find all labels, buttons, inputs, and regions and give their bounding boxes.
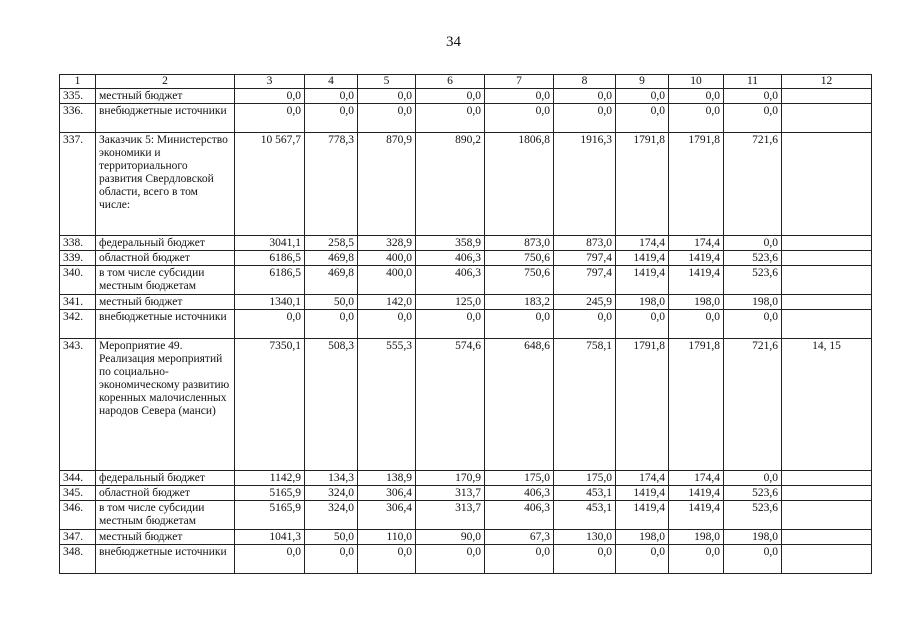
row-number-cell: 346.: [60, 501, 96, 530]
table-row: [60, 501, 872, 530]
value-cell: 358,9: [416, 236, 485, 251]
value-cell: 797,4: [554, 251, 616, 266]
notes-cell: [782, 251, 872, 266]
value-cell: 0,0: [305, 310, 358, 339]
value-cell: 7350,1: [235, 339, 305, 471]
value-cell: 453,1: [554, 486, 616, 501]
value-cell: 170,9: [416, 471, 485, 486]
value-cell: 0,0: [358, 545, 416, 574]
table-row: [60, 133, 872, 236]
table-row: [60, 266, 872, 295]
value-cell: 0,0: [554, 310, 616, 339]
row-name-cell: внебюджетные источники: [96, 310, 235, 339]
row-number-cell: 340.: [60, 266, 96, 295]
value-cell: 198,0: [724, 530, 782, 545]
column-header: 10: [669, 75, 724, 89]
value-cell: 406,3: [416, 266, 485, 295]
value-cell: 50,0: [305, 530, 358, 545]
row-number-cell: 348.: [60, 545, 96, 574]
value-cell: 0,0: [724, 236, 782, 251]
value-cell: 5165,9: [235, 501, 305, 530]
value-cell: 555,3: [358, 339, 416, 471]
table-row: [60, 251, 872, 266]
value-cell: 574,6: [416, 339, 485, 471]
value-cell: 138,9: [358, 471, 416, 486]
notes-cell: [782, 471, 872, 486]
value-cell: 406,3: [485, 486, 554, 501]
value-cell: 0,0: [235, 545, 305, 574]
row-name-cell: Заказчик 5: Министерство экономики и территориального развития Свердловской области, всего в том числе:: [96, 133, 235, 236]
value-cell: 1806,8: [485, 133, 554, 236]
value-cell: 198,0: [669, 530, 724, 545]
value-cell: 324,0: [305, 501, 358, 530]
value-cell: 0,0: [554, 89, 616, 104]
row-name-cell: в том числе субсидии местным бюджетам: [96, 266, 235, 295]
column-header: 6: [416, 75, 485, 89]
value-cell: 174,4: [669, 471, 724, 486]
value-cell: 0,0: [724, 104, 782, 133]
notes-cell: [782, 545, 872, 574]
row-name-cell: областной бюджет: [96, 486, 235, 501]
row-number-cell: 339.: [60, 251, 96, 266]
row-name-cell: федеральный бюджет: [96, 471, 235, 486]
row-name-cell: местный бюджет: [96, 89, 235, 104]
value-cell: 50,0: [305, 295, 358, 310]
column-header: 2: [96, 75, 235, 89]
notes-cell: [782, 295, 872, 310]
notes-cell: [782, 310, 872, 339]
value-cell: 0,0: [554, 545, 616, 574]
value-cell: 313,7: [416, 501, 485, 530]
value-cell: 870,9: [358, 133, 416, 236]
value-cell: 0,0: [669, 310, 724, 339]
value-cell: 1419,4: [669, 501, 724, 530]
value-cell: 1791,8: [669, 133, 724, 236]
value-cell: 469,8: [305, 251, 358, 266]
notes-cell: [782, 104, 872, 133]
header-row: [60, 75, 872, 89]
value-cell: 0,0: [416, 104, 485, 133]
value-cell: 10 567,7: [235, 133, 305, 236]
value-cell: 0,0: [485, 104, 554, 133]
value-cell: 1419,4: [669, 266, 724, 295]
value-cell: 1419,4: [616, 266, 669, 295]
value-cell: 0,0: [235, 310, 305, 339]
table-row: [60, 310, 872, 339]
value-cell: 110,0: [358, 530, 416, 545]
value-cell: 0,0: [305, 104, 358, 133]
value-cell: 183,2: [485, 295, 554, 310]
row-name-cell: внебюджетные источники: [96, 104, 235, 133]
value-cell: 469,8: [305, 266, 358, 295]
value-cell: 0,0: [416, 545, 485, 574]
value-cell: 6186,5: [235, 266, 305, 295]
value-cell: 406,3: [416, 251, 485, 266]
row-name-cell: в том числе субсидии местным бюджетам: [96, 501, 235, 530]
column-header: 8: [554, 75, 616, 89]
value-cell: 1791,8: [616, 133, 669, 236]
row-number-cell: 335.: [60, 89, 96, 104]
table-row: [60, 236, 872, 251]
value-cell: 174,4: [616, 471, 669, 486]
value-cell: 721,6: [724, 339, 782, 471]
value-cell: 0,0: [416, 89, 485, 104]
value-cell: 313,7: [416, 486, 485, 501]
row-number-cell: 338.: [60, 236, 96, 251]
value-cell: 1419,4: [669, 251, 724, 266]
value-cell: 0,0: [616, 89, 669, 104]
table-row: [60, 486, 872, 501]
value-cell: 1916,3: [554, 133, 616, 236]
value-cell: 258,5: [305, 236, 358, 251]
value-cell: 1791,8: [669, 339, 724, 471]
value-cell: 134,3: [305, 471, 358, 486]
value-cell: 0,0: [358, 310, 416, 339]
table-row: [60, 545, 872, 574]
value-cell: 245,9: [554, 295, 616, 310]
notes-cell: [782, 501, 872, 530]
column-header: 9: [616, 75, 669, 89]
column-header: 1: [60, 75, 96, 89]
row-name-cell: Мероприятие 49. Реализация мероприятий по социально-экономическому развитию коренных малочисленных народов Севера (манси): [96, 339, 235, 471]
table-row: [60, 471, 872, 486]
value-cell: 67,3: [485, 530, 554, 545]
column-header: 12: [782, 75, 872, 89]
row-name-cell: областной бюджет: [96, 251, 235, 266]
value-cell: 523,6: [724, 501, 782, 530]
value-cell: 1419,4: [616, 501, 669, 530]
value-cell: 198,0: [724, 295, 782, 310]
row-name-cell: федеральный бюджет: [96, 236, 235, 251]
value-cell: 1340,1: [235, 295, 305, 310]
row-number-cell: 342.: [60, 310, 96, 339]
value-cell: 0,0: [485, 89, 554, 104]
value-cell: 198,0: [669, 295, 724, 310]
value-cell: 306,4: [358, 501, 416, 530]
value-cell: 6186,5: [235, 251, 305, 266]
value-cell: 0,0: [416, 310, 485, 339]
value-cell: 890,2: [416, 133, 485, 236]
value-cell: 0,0: [485, 545, 554, 574]
notes-cell: [782, 89, 872, 104]
value-cell: 0,0: [616, 545, 669, 574]
value-cell: 0,0: [485, 310, 554, 339]
table-body: [60, 89, 872, 574]
table-row: [60, 89, 872, 104]
value-cell: 0,0: [235, 104, 305, 133]
value-cell: 0,0: [616, 104, 669, 133]
row-name-cell: местный бюджет: [96, 530, 235, 545]
value-cell: 0,0: [616, 310, 669, 339]
value-cell: 324,0: [305, 486, 358, 501]
value-cell: 142,0: [358, 295, 416, 310]
row-number-cell: 343.: [60, 339, 96, 471]
value-cell: 0,0: [724, 310, 782, 339]
value-cell: 5165,9: [235, 486, 305, 501]
value-cell: 0,0: [358, 89, 416, 104]
row-number-cell: 345.: [60, 486, 96, 501]
value-cell: 453,1: [554, 501, 616, 530]
value-cell: 0,0: [724, 545, 782, 574]
value-cell: 1142,9: [235, 471, 305, 486]
value-cell: 400,0: [358, 266, 416, 295]
notes-cell: [782, 266, 872, 295]
value-cell: 174,4: [669, 236, 724, 251]
value-cell: 174,4: [616, 236, 669, 251]
notes-cell: [782, 486, 872, 501]
value-cell: 125,0: [416, 295, 485, 310]
value-cell: 0,0: [669, 89, 724, 104]
notes-cell: 14, 15: [782, 339, 872, 471]
column-header: 3: [235, 75, 305, 89]
value-cell: 523,6: [724, 486, 782, 501]
value-cell: 721,6: [724, 133, 782, 236]
table-row: [60, 530, 872, 545]
value-cell: 0,0: [554, 104, 616, 133]
value-cell: 0,0: [305, 545, 358, 574]
notes-cell: [782, 530, 872, 545]
row-number-cell: 344.: [60, 471, 96, 486]
value-cell: 1419,4: [616, 251, 669, 266]
value-cell: 750,6: [485, 266, 554, 295]
value-cell: 758,1: [554, 339, 616, 471]
value-cell: 0,0: [724, 89, 782, 104]
value-cell: 406,3: [485, 501, 554, 530]
row-number-cell: 347.: [60, 530, 96, 545]
page-number: 34: [446, 34, 461, 50]
value-cell: 1419,4: [616, 486, 669, 501]
value-cell: 523,6: [724, 251, 782, 266]
value-cell: 90,0: [416, 530, 485, 545]
notes-cell: [782, 236, 872, 251]
value-cell: 523,6: [724, 266, 782, 295]
column-header: 4: [305, 75, 358, 89]
value-cell: 3041,1: [235, 236, 305, 251]
value-cell: 0,0: [669, 545, 724, 574]
value-cell: 750,6: [485, 251, 554, 266]
table-row: [60, 295, 872, 310]
value-cell: 328,9: [358, 236, 416, 251]
notes-cell: [782, 133, 872, 236]
value-cell: 1419,4: [669, 486, 724, 501]
value-cell: 873,0: [485, 236, 554, 251]
row-number-cell: 337.: [60, 133, 96, 236]
value-cell: 0,0: [305, 89, 358, 104]
column-header: 7: [485, 75, 554, 89]
table-row: [60, 104, 872, 133]
row-name-cell: внебюджетные источники: [96, 545, 235, 574]
value-cell: 648,6: [485, 339, 554, 471]
value-cell: 0,0: [669, 104, 724, 133]
row-number-cell: 341.: [60, 295, 96, 310]
value-cell: 508,3: [305, 339, 358, 471]
value-cell: 0,0: [358, 104, 416, 133]
value-cell: 1791,8: [616, 339, 669, 471]
value-cell: 306,4: [358, 486, 416, 501]
value-cell: 0,0: [235, 89, 305, 104]
value-cell: 198,0: [616, 530, 669, 545]
value-cell: 175,0: [485, 471, 554, 486]
value-cell: 797,4: [554, 266, 616, 295]
value-cell: 130,0: [554, 530, 616, 545]
value-cell: 873,0: [554, 236, 616, 251]
row-name-cell: местный бюджет: [96, 295, 235, 310]
column-header: 5: [358, 75, 416, 89]
row-number-cell: 336.: [60, 104, 96, 133]
value-cell: 0,0: [724, 471, 782, 486]
value-cell: 1041,3: [235, 530, 305, 545]
value-cell: 175,0: [554, 471, 616, 486]
value-cell: 400,0: [358, 251, 416, 266]
value-cell: 778,3: [305, 133, 358, 236]
table-row: [60, 339, 872, 471]
column-header: 11: [724, 75, 782, 89]
budget-table: [59, 74, 872, 574]
value-cell: 198,0: [616, 295, 669, 310]
